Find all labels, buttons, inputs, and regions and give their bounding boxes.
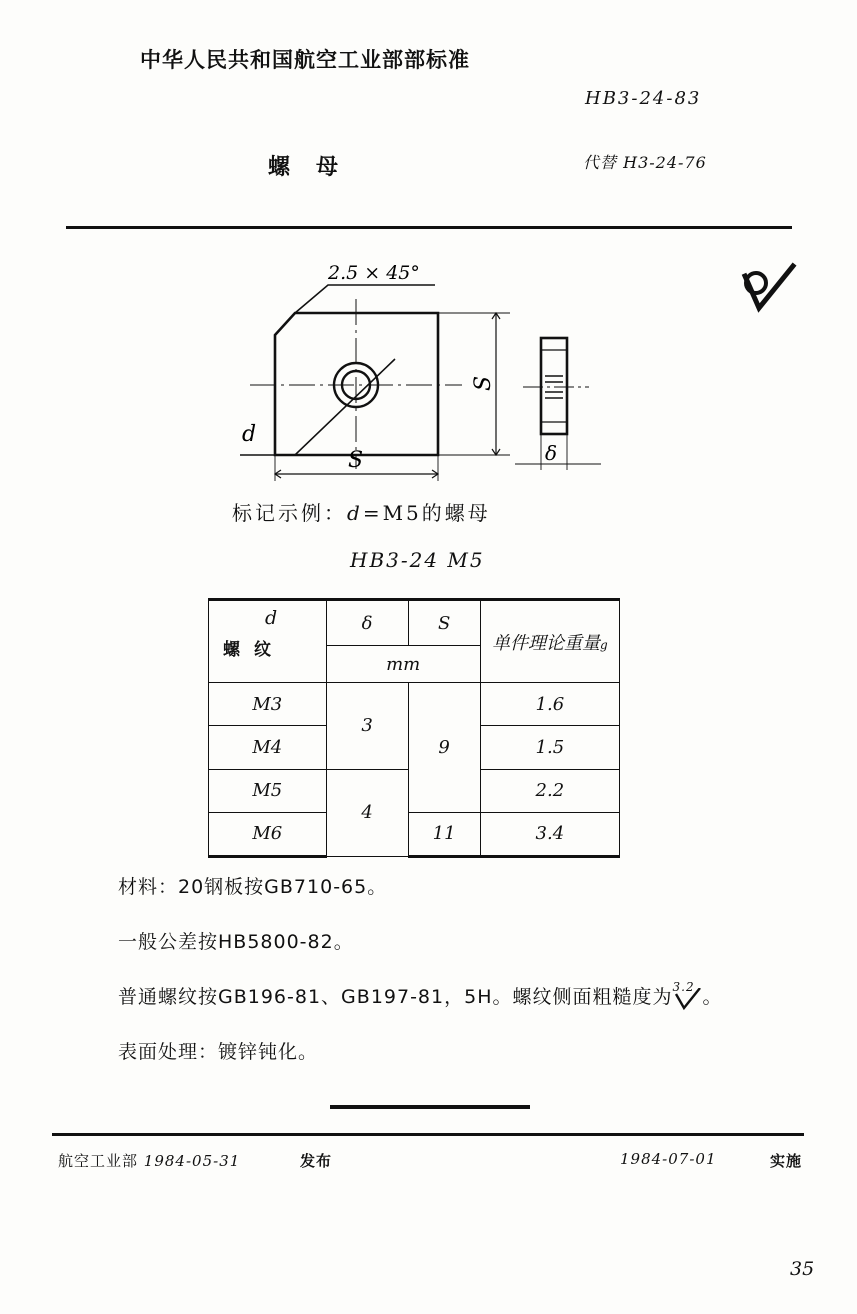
footer-effective-date: 1984-07-01 <box>620 1150 717 1168</box>
unit-cell-mm: mm <box>326 646 480 683</box>
replaces-label: 代替 <box>583 153 618 172</box>
header-s-cell: S <box>408 600 480 646</box>
table-row <box>209 812 620 856</box>
footer-effective-label: 实施 <box>770 1152 803 1170</box>
cell-weight: 1.6 <box>480 683 619 726</box>
notes-divider <box>330 1105 530 1109</box>
header-thread-cell <box>209 600 327 683</box>
svg-text:d: d <box>242 422 257 447</box>
replaces-number: H3-24-76 <box>623 153 707 172</box>
page-title: 螺母 <box>268 155 365 180</box>
header-weight-unit: g <box>600 637 608 652</box>
marking-example-value: =M5 <box>362 501 422 525</box>
footer-issue-date: 1984-05-31 <box>143 1152 241 1170</box>
header-delta-cell: δ <box>326 600 408 646</box>
cell-thread: M6 <box>209 812 327 856</box>
standard-number: HB3-24-83 <box>585 88 702 109</box>
table-header-row <box>209 600 620 646</box>
cell-delta: 3 <box>326 683 408 769</box>
roughness-value: 3.2 <box>672 980 695 994</box>
cell-thread: M3 <box>209 683 327 726</box>
marking-example-code: HB3-24 M5 <box>350 548 485 572</box>
footer-issue-label: 发布 <box>300 1152 333 1170</box>
footer-issuer: 航空工业部 <box>58 1152 139 1170</box>
header-weight-label: 单件理论重量 <box>492 632 601 654</box>
cell-weight: 1.5 <box>480 726 619 769</box>
note-thread <box>118 982 818 1009</box>
header-weight-cell <box>480 600 619 683</box>
cell-weight: 2.2 <box>480 769 619 812</box>
cell-s: 9 <box>408 683 480 813</box>
marking-example-suffix: 的螺母 <box>421 501 491 525</box>
table-row <box>209 683 620 726</box>
note-thread-prefix: 普通螺纹按GB196-81、GB197-81，5H。螺纹侧面粗糙度为 <box>118 986 673 1008</box>
footer-issuer-block <box>58 1150 240 1171</box>
note-material: 材料：20钢板按GB710-65。 <box>118 876 388 898</box>
organization-title: 中华人民共和国航空工业部部标准 <box>140 48 470 72</box>
svg-text:S: S <box>348 448 364 473</box>
cell-thread: M5 <box>209 769 327 812</box>
header-d-symbol: d <box>265 607 278 629</box>
specification-table <box>208 598 620 858</box>
note-thread-suffix: 。 <box>702 986 723 1008</box>
cell-delta: 4 <box>326 769 408 856</box>
cell-s: 11 <box>408 812 480 856</box>
footer-divider <box>52 1133 804 1136</box>
page-number: 35 <box>790 1258 815 1280</box>
svg-text:2.5 × 45°: 2.5 × 45° <box>328 262 420 284</box>
header-divider <box>66 226 792 229</box>
notes-section <box>118 872 818 1092</box>
roughness-triangle-icon <box>673 988 703 1012</box>
note-tolerance: 一般公差按HB5800-82。 <box>118 931 354 953</box>
marking-example-label: 标记示例： <box>232 501 347 525</box>
svg-text:S: S <box>471 375 496 391</box>
note-surface-treatment: 表面处理：镀锌钝化。 <box>118 1041 319 1063</box>
header-thread-label: 螺纹 <box>223 640 285 660</box>
marking-example-line <box>232 497 491 526</box>
svg-text:δ: δ <box>545 441 558 465</box>
cell-thread: M4 <box>209 726 327 769</box>
unmachined-surface-roughness-icon <box>735 262 801 320</box>
roughness-value-icon <box>672 980 703 1008</box>
nut-side-view-drawing <box>505 330 625 480</box>
cell-weight: 3.4 <box>480 812 619 856</box>
marking-example-d: d <box>347 501 363 525</box>
